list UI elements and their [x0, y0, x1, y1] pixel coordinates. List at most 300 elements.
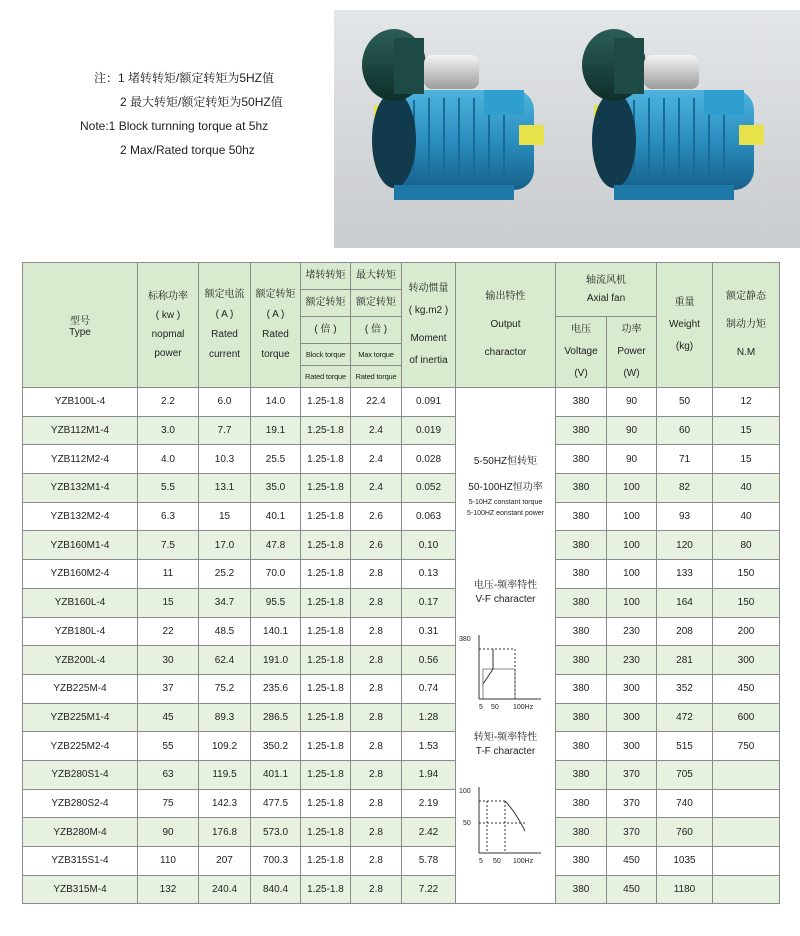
header-max-4: Max torque — [351, 344, 402, 366]
header-current — [199, 263, 251, 388]
table-row — [23, 789, 780, 818]
cell-max: 2.8 — [351, 732, 402, 761]
table-row — [23, 732, 780, 761]
cell-block: 1.25-1.8 — [301, 445, 351, 474]
header-block-4: Block torque — [301, 344, 351, 366]
cell-weight: 120 — [657, 531, 713, 560]
tf-graph — [457, 781, 555, 867]
cell-fanpower: 450 — [607, 875, 657, 904]
header-max-1: 最大转矩 — [351, 263, 402, 290]
cell-max: 2.8 — [351, 646, 402, 675]
cell-power: 37 — [138, 674, 199, 703]
cell-inertia: 0.17 — [402, 588, 456, 617]
cell-fanpower: 300 — [607, 674, 657, 703]
header-weight — [657, 263, 713, 388]
cell-block: 1.25-1.8 — [301, 474, 351, 503]
cell-max: 2.8 — [351, 760, 402, 789]
table-row — [23, 445, 780, 474]
cell-block: 1.25-1.8 — [301, 388, 351, 417]
vf-title-en: V-F character — [475, 593, 536, 605]
table-row — [23, 617, 780, 646]
cell-max: 2.6 — [351, 502, 402, 531]
header-inertia-unit: ( kg.m2 ) — [408, 305, 449, 316]
header-fan-en: Axial fan — [586, 292, 626, 304]
output-characteristics — [456, 388, 556, 904]
header-brake-zh1: 额定静态 — [726, 291, 766, 302]
cell-voltage: 380 — [556, 617, 607, 646]
cell-fanpower: 230 — [607, 646, 657, 675]
cell-block: 1.25-1.8 — [301, 531, 351, 560]
cell-inertia: 1.53 — [402, 732, 456, 761]
cell-inertia: 0.10 — [402, 531, 456, 560]
table-row — [23, 416, 780, 445]
cell-power: 45 — [138, 703, 199, 732]
cell-inertia: 0.13 — [402, 560, 456, 589]
note-line-3: Note:1 Block turnning torque at 5hz — [80, 119, 269, 133]
note-line-1: 注：1 堵转转矩/额定转矩为5HZ值 — [94, 71, 275, 85]
cell-type: YZB280S2-4 — [23, 789, 138, 818]
cell-power: 4.0 — [138, 445, 199, 474]
header-brake-unit: N.M — [736, 347, 756, 358]
cell-max: 2.8 — [351, 617, 402, 646]
cell-torque: 19.1 — [251, 416, 301, 445]
tf-title-zh: 转矩-频率特性 — [473, 731, 538, 743]
cell-block: 1.25-1.8 — [301, 502, 351, 531]
tf-title-en: T-F character — [475, 745, 536, 757]
vf-x-50: 50 — [490, 703, 499, 711]
cell-block: 1.25-1.8 — [301, 416, 351, 445]
cell-torque: 47.8 — [251, 531, 301, 560]
cell-torque: 70.0 — [251, 560, 301, 589]
cell-brake: 150 — [713, 560, 780, 589]
motor-left — [362, 29, 544, 200]
cell-current: 7.7 — [199, 416, 251, 445]
header-output-en1: Output — [490, 319, 521, 330]
cell-brake — [713, 818, 780, 847]
cell-type: YZB225M1-4 — [23, 703, 138, 732]
cell-type: YZB180L-4 — [23, 617, 138, 646]
cell-current: 89.3 — [199, 703, 251, 732]
cell-type: YZB225M-4 — [23, 674, 138, 703]
cell-brake: 40 — [713, 474, 780, 503]
cell-power: 22 — [138, 617, 199, 646]
table-row — [23, 875, 780, 904]
cell-block: 1.25-1.8 — [301, 617, 351, 646]
cell-torque: 286.5 — [251, 703, 301, 732]
cell-weight: 705 — [657, 760, 713, 789]
cell-torque: 191.0 — [251, 646, 301, 675]
cell-power: 5.5 — [138, 474, 199, 503]
header-power — [138, 263, 199, 388]
cell-block: 1.25-1.8 — [301, 560, 351, 589]
cell-power: 75 — [138, 789, 199, 818]
vf-x-100: 100Hz — [512, 703, 533, 711]
cell-voltage: 380 — [556, 445, 607, 474]
cell-brake: 750 — [713, 732, 780, 761]
header-torque-unit: ( A ) — [266, 309, 285, 320]
cell-max: 2.8 — [351, 588, 402, 617]
cell-current: 6.0 — [199, 388, 251, 417]
cell-current: 25.2 — [199, 560, 251, 589]
cell-weight: 60 — [657, 416, 713, 445]
cell-power: 6.3 — [138, 502, 199, 531]
header-current-en2: current — [208, 349, 241, 360]
cell-voltage: 380 — [556, 531, 607, 560]
cell-current: 119.5 — [199, 760, 251, 789]
cell-weight: 50 — [657, 388, 713, 417]
cell-voltage: 380 — [556, 674, 607, 703]
cell-type: YZB315S1-4 — [23, 847, 138, 876]
cell-fanpower: 90 — [607, 416, 657, 445]
cell-torque: 35.0 — [251, 474, 301, 503]
header-block-2: 额定转矩 — [301, 290, 351, 317]
cell-brake: 450 — [713, 674, 780, 703]
header-voltage — [556, 317, 607, 388]
cell-block: 1.25-1.8 — [301, 703, 351, 732]
header-inertia-en1: Moment — [410, 333, 447, 344]
header-current-en1: Rated — [211, 329, 238, 340]
note-line-2: 2 最大转矩/额定转矩为50HZ值 — [120, 95, 283, 109]
table-row — [23, 388, 780, 417]
cell-block: 1.25-1.8 — [301, 646, 351, 675]
cell-torque: 235.6 — [251, 674, 301, 703]
tf-y-100: 100 — [458, 787, 471, 795]
cell-weight: 1180 — [657, 875, 713, 904]
cell-block: 1.25-1.8 — [301, 732, 351, 761]
cell-fanpower: 100 — [607, 502, 657, 531]
table-row — [23, 588, 780, 617]
cell-current: 17.0 — [199, 531, 251, 560]
cell-fanpower: 100 — [607, 560, 657, 589]
table-row — [23, 560, 780, 589]
table-row — [23, 703, 780, 732]
cell-voltage: 380 — [556, 818, 607, 847]
cell-power: 11 — [138, 560, 199, 589]
cell-block: 1.25-1.8 — [301, 789, 351, 818]
header-current-unit: ( A ) — [215, 309, 234, 320]
cell-torque: 700.3 — [251, 847, 301, 876]
cell-fanpower: 90 — [607, 445, 657, 474]
header-brake-zh2: 制动力矩 — [726, 319, 766, 330]
header-output — [456, 263, 556, 388]
table-row — [23, 531, 780, 560]
header-torque-zh: 额定转矩 — [255, 289, 296, 300]
cell-brake: 150 — [713, 588, 780, 617]
cell-current: 34.7 — [199, 588, 251, 617]
cell-weight: 82 — [657, 474, 713, 503]
table-row — [23, 674, 780, 703]
cell-current: 176.8 — [199, 818, 251, 847]
tf-y-50: 50 — [462, 819, 471, 827]
cell-power: 55 — [138, 732, 199, 761]
cell-max: 22.4 — [351, 388, 402, 417]
cell-fanpower: 300 — [607, 703, 657, 732]
cell-power: 2.2 — [138, 388, 199, 417]
cell-max: 2.4 — [351, 445, 402, 474]
header-type — [23, 263, 138, 388]
cell-inertia: 0.56 — [402, 646, 456, 675]
cell-torque: 25.5 — [251, 445, 301, 474]
cell-torque: 477.5 — [251, 789, 301, 818]
header-block-5: Rated torque — [301, 366, 351, 388]
cell-inertia: 0.052 — [402, 474, 456, 503]
header-torque-en1: Rated — [262, 329, 289, 340]
cell-inertia: 0.019 — [402, 416, 456, 445]
header-max-3: ( 倍 ) — [351, 317, 402, 344]
cell-type: YZB132M1-4 — [23, 474, 138, 503]
cell-inertia: 2.42 — [402, 818, 456, 847]
cell-fanpower: 370 — [607, 818, 657, 847]
cell-voltage: 380 — [556, 646, 607, 675]
header-weight-zh: 重量 — [674, 297, 695, 308]
header-inertia-en2: of inertia — [409, 355, 448, 366]
cell-fanpower: 100 — [607, 588, 657, 617]
cell-power: 63 — [138, 760, 199, 789]
cell-current: 10.3 — [199, 445, 251, 474]
header-voltage-en: Voltage — [564, 346, 598, 357]
cell-type: YZB132M2-4 — [23, 502, 138, 531]
cell-inertia: 0.063 — [402, 502, 456, 531]
header-torque-en2: torque — [261, 349, 290, 360]
cell-torque: 140.1 — [251, 617, 301, 646]
cell-brake: 600 — [713, 703, 780, 732]
cell-current: 75.2 — [199, 674, 251, 703]
cell-torque: 840.4 — [251, 875, 301, 904]
header-block-3: ( 倍 ) — [301, 317, 351, 344]
cell-current: 109.2 — [199, 732, 251, 761]
vf-y-label: 380 — [458, 635, 471, 643]
oc-zh2: 50-100HZ恒功率 — [468, 481, 543, 493]
cell-inertia: 1.94 — [402, 760, 456, 789]
tf-x-100: 100Hz — [512, 857, 533, 865]
cell-torque: 95.5 — [251, 588, 301, 617]
cell-current: 62.4 — [199, 646, 251, 675]
cell-type: YZB160M1-4 — [23, 531, 138, 560]
vf-title-zh: 电压-频率特性 — [473, 579, 538, 591]
tf-x-50: 50 — [492, 857, 501, 865]
cell-power: 132 — [138, 875, 199, 904]
cell-max: 2.8 — [351, 818, 402, 847]
header-power-en2: power — [154, 348, 182, 359]
cell-torque: 573.0 — [251, 818, 301, 847]
spec-table-body — [23, 388, 780, 904]
cell-current: 207 — [199, 847, 251, 876]
header-voltage-unit: (V) — [574, 368, 588, 379]
motor-photo — [334, 10, 800, 248]
cell-weight: 760 — [657, 818, 713, 847]
header-block-1: 堵转转矩 — [301, 263, 351, 290]
spec-table — [22, 262, 780, 904]
cell-fanpower: 100 — [607, 474, 657, 503]
cell-inertia: 0.74 — [402, 674, 456, 703]
cell-weight: 281 — [657, 646, 713, 675]
table-row — [23, 502, 780, 531]
tf-x-5: 5 — [478, 857, 483, 865]
cell-type: YZB200L-4 — [23, 646, 138, 675]
table-row — [23, 818, 780, 847]
cell-type: YZB100L-4 — [23, 388, 138, 417]
header-weight-en: Weight — [669, 319, 700, 330]
header-inertia-zh: 转动惯量 — [408, 283, 449, 294]
cell-fanpower: 450 — [607, 847, 657, 876]
cell-weight: 93 — [657, 502, 713, 531]
cell-torque: 40.1 — [251, 502, 301, 531]
cell-brake: 15 — [713, 445, 780, 474]
cell-voltage: 380 — [556, 416, 607, 445]
cell-inertia: 5.78 — [402, 847, 456, 876]
header-fanpower-en: Power — [617, 346, 646, 357]
cell-current: 142.3 — [199, 789, 251, 818]
cell-max: 2.8 — [351, 703, 402, 732]
vf-graph — [457, 629, 555, 711]
header-output-en2: charactor — [484, 347, 527, 358]
cell-max: 2.6 — [351, 531, 402, 560]
cell-inertia: 1.28 — [402, 703, 456, 732]
cell-max: 2.4 — [351, 474, 402, 503]
cell-max: 2.8 — [351, 674, 402, 703]
cell-brake: 300 — [713, 646, 780, 675]
cell-fanpower: 90 — [607, 388, 657, 417]
cell-brake — [713, 847, 780, 876]
cell-voltage: 380 — [556, 847, 607, 876]
cell-voltage: 380 — [556, 474, 607, 503]
cell-weight: 352 — [657, 674, 713, 703]
cell-type: YZB225M2-4 — [23, 732, 138, 761]
cell-type: YZB315M-4 — [23, 875, 138, 904]
cell-fanpower: 370 — [607, 760, 657, 789]
cell-block: 1.25-1.8 — [301, 847, 351, 876]
vf-x-5: 5 — [478, 703, 483, 711]
cell-max: 2.4 — [351, 416, 402, 445]
header-power-en1: nopmal — [151, 329, 185, 340]
cell-block: 1.25-1.8 — [301, 760, 351, 789]
cell-voltage: 380 — [556, 388, 607, 417]
header-current-zh: 额定电流 — [204, 289, 245, 300]
cell-block: 1.25-1.8 — [301, 674, 351, 703]
cell-power: 3.0 — [138, 416, 199, 445]
cell-weight: 71 — [657, 445, 713, 474]
cell-current: 48.5 — [199, 617, 251, 646]
header-weight-unit: (kg) — [675, 341, 694, 352]
cell-max: 2.8 — [351, 875, 402, 904]
header-type-en: Type — [69, 327, 91, 338]
header-max-5: Rated torque — [351, 366, 402, 388]
cell-fanpower: 230 — [607, 617, 657, 646]
cell-type: YZB112M2-4 — [23, 445, 138, 474]
cell-inertia: 0.31 — [402, 617, 456, 646]
cell-fanpower: 300 — [607, 732, 657, 761]
cell-weight: 164 — [657, 588, 713, 617]
oc-zh1: 5-50HZ恒转矩 — [473, 455, 538, 467]
cell-type: YZB112M1-4 — [23, 416, 138, 445]
cell-brake — [713, 875, 780, 904]
header-fanpower — [607, 317, 657, 388]
cell-max: 2.8 — [351, 847, 402, 876]
cell-power: 7.5 — [138, 531, 199, 560]
header-type-zh: 型号 — [70, 316, 90, 327]
header-power-zh: 标称功率 — [148, 291, 188, 302]
cell-power: 110 — [138, 847, 199, 876]
cell-voltage: 380 — [556, 732, 607, 761]
cell-type: YZB160M2-4 — [23, 560, 138, 589]
cell-inertia: 0.028 — [402, 445, 456, 474]
cell-power: 15 — [138, 588, 199, 617]
cell-inertia: 2.19 — [402, 789, 456, 818]
table-row — [23, 646, 780, 675]
oc-en1: 5-10HZ constant torque — [468, 498, 543, 506]
cell-brake: 200 — [713, 617, 780, 646]
cell-weight: 133 — [657, 560, 713, 589]
motor-right — [582, 29, 764, 200]
cell-current: 13.1 — [199, 474, 251, 503]
cell-power: 30 — [138, 646, 199, 675]
header-row-1 — [23, 263, 780, 290]
header-power-unit: ( kw ) — [155, 310, 181, 321]
cell-block: 1.25-1.8 — [301, 818, 351, 847]
header-fan — [556, 263, 657, 317]
oc-en2: 5-100HZ eonstant power — [466, 509, 545, 517]
cell-brake: 80 — [713, 531, 780, 560]
table-row — [23, 474, 780, 503]
header-output-zh: 输出特性 — [485, 291, 526, 302]
header-fan-zh: 轴流风机 — [586, 274, 626, 286]
cell-weight: 1035 — [657, 847, 713, 876]
cell-brake — [713, 760, 780, 789]
cell-inertia: 0.091 — [402, 388, 456, 417]
cell-power: 90 — [138, 818, 199, 847]
header-fanpower-unit: (W) — [623, 368, 640, 379]
cell-type: YZB160L-4 — [23, 588, 138, 617]
header-inertia — [402, 263, 456, 388]
table-row — [23, 847, 780, 876]
cell-fanpower: 370 — [607, 789, 657, 818]
note-line-4: 2 Max/Rated torque 50hz — [120, 143, 255, 157]
cell-type: YZB280M-4 — [23, 818, 138, 847]
cell-weight: 472 — [657, 703, 713, 732]
cell-brake — [713, 789, 780, 818]
cell-fanpower: 100 — [607, 531, 657, 560]
cell-block: 1.25-1.8 — [301, 875, 351, 904]
cell-voltage: 380 — [556, 789, 607, 818]
table-row — [23, 760, 780, 789]
header-fanpower-zh: 功率 — [621, 324, 642, 335]
cell-torque: 401.1 — [251, 760, 301, 789]
cell-weight: 515 — [657, 732, 713, 761]
cell-brake: 12 — [713, 388, 780, 417]
notes — [80, 66, 283, 162]
cell-voltage: 380 — [556, 502, 607, 531]
cell-weight: 208 — [657, 617, 713, 646]
cell-inertia: 7.22 — [402, 875, 456, 904]
cell-brake: 40 — [713, 502, 780, 531]
cell-torque: 350.2 — [251, 732, 301, 761]
cell-max: 2.8 — [351, 789, 402, 818]
header-brake — [713, 263, 780, 388]
motor-illustration — [334, 10, 800, 248]
header-voltage-zh: 电压 — [571, 324, 591, 335]
cell-type: YZB280S1-4 — [23, 760, 138, 789]
cell-voltage: 380 — [556, 560, 607, 589]
cell-voltage: 380 — [556, 703, 607, 732]
cell-brake: 15 — [713, 416, 780, 445]
cell-weight: 740 — [657, 789, 713, 818]
cell-voltage: 380 — [556, 588, 607, 617]
header-max-2: 额定转矩 — [351, 290, 402, 317]
cell-voltage: 380 — [556, 760, 607, 789]
cell-current: 15 — [199, 502, 251, 531]
cell-torque: 14.0 — [251, 388, 301, 417]
header-torque — [251, 263, 301, 388]
